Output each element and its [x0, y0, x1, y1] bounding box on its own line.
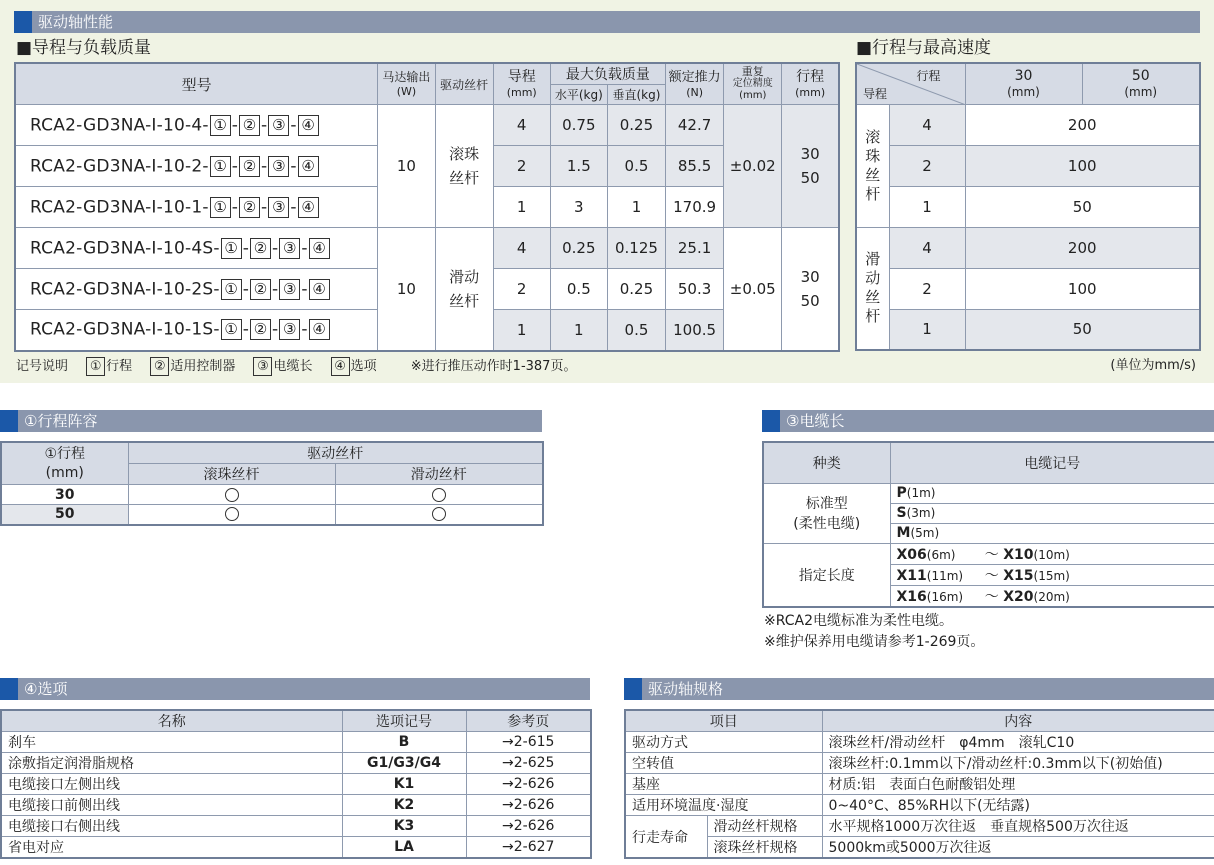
spec-item: 适用环境温度·湿度: [625, 795, 822, 816]
option-code: K3: [342, 816, 466, 837]
legend-text-1: 行程: [106, 359, 133, 374]
header-stroke-label: ①行程: [44, 445, 86, 462]
header-repeat-2: 定位精度: [732, 78, 773, 89]
table-row: [1, 505, 543, 525]
spec-content: 水平规格1000万次往返 垂直规格500万次往返: [822, 816, 1214, 837]
spec-item: 基座: [625, 774, 822, 795]
lead-cell: 4: [889, 104, 965, 145]
speed-cell: 50: [965, 309, 1200, 350]
cable-table: [762, 441, 1214, 608]
label-char: 杆: [865, 307, 881, 326]
option-page: →2-626: [466, 774, 591, 795]
header-lead-label: 导程: [863, 86, 888, 101]
table-row: [15, 228, 839, 269]
header-thrust-label: 额定推力: [668, 69, 721, 85]
section-title: ①行程阵容: [24, 412, 98, 430]
section-title: ④选项: [24, 680, 68, 698]
vertical-cell: 0.5: [607, 146, 665, 187]
horizontal-cell: 0.25: [550, 228, 607, 269]
model-name: RCA2-GD3NA-I-10-4-: [30, 115, 209, 135]
lead-cell: 4: [493, 105, 550, 146]
model-name: RCA2-GD3NA-I-10-4S-: [30, 238, 220, 258]
screw-2: 丝杆: [449, 169, 480, 187]
table-row: [625, 753, 1214, 774]
table-row: [1, 774, 591, 795]
option-name: 涂敷指定润滑脂规格: [1, 753, 342, 774]
header-item: 项目: [625, 710, 822, 732]
table-row: [856, 309, 1200, 350]
thrust-cell: 100.5: [666, 310, 724, 351]
header-code: 选项记号: [342, 710, 466, 732]
stroke-lineup-table: [0, 441, 544, 526]
options-table: [0, 709, 592, 859]
section-header-spec: [624, 678, 1214, 700]
label-char: 动: [865, 269, 881, 288]
travel-life-label: 行走寿命: [625, 816, 707, 859]
option-page: →2-626: [466, 816, 591, 837]
thrust-cell: 50.3: [666, 269, 724, 310]
vertical-cell: 0.125: [607, 228, 665, 269]
header-50-unit: (mm): [1124, 85, 1158, 100]
section-marker: [0, 678, 18, 700]
cable-note-2: ※维护保养用电缆请参考1-269页。: [764, 634, 985, 650]
stroke-cell: [782, 228, 839, 351]
option-code: K1: [342, 774, 466, 795]
table-row: [856, 186, 1200, 227]
table-row: [1, 485, 543, 505]
label-char: 珠: [865, 146, 881, 165]
option-page: →2-627: [466, 837, 591, 859]
header-slide: 滑动丝杆: [335, 464, 543, 485]
stroke-2: 50: [800, 291, 820, 310]
repeat-cell: ±0.02: [724, 105, 782, 228]
lead-cell: 1: [889, 309, 965, 350]
vertical-cell: 0.25: [607, 105, 665, 146]
spec-table: [624, 709, 1214, 859]
option-page: →2-626: [466, 795, 591, 816]
section-marker: [762, 410, 780, 432]
box-2: ②: [239, 156, 260, 177]
option-code: B: [342, 732, 466, 753]
header-screw: 驱动丝杆: [128, 442, 543, 464]
screw-2: 丝杆: [449, 291, 480, 310]
section-title: 驱动轴规格: [648, 680, 724, 698]
label-char: 滚: [865, 127, 881, 146]
section-marker: [0, 410, 18, 432]
header-page: 参考页: [466, 710, 591, 732]
lead-cell: 2: [889, 145, 965, 186]
legend-box-3: ③: [253, 357, 272, 376]
header-repeat-3: (mm): [739, 90, 767, 101]
section-marker: [624, 678, 642, 700]
legend-text-3: 电缆长: [273, 359, 313, 374]
length-to: (15m): [1033, 568, 1070, 583]
section-header-stroke: [0, 410, 542, 432]
box-2: ②: [239, 197, 260, 218]
table-row: [1, 795, 591, 816]
spec-subitem: 滑动丝杆规格: [707, 816, 822, 837]
box-1: ①: [210, 197, 231, 218]
box-3: ③: [268, 197, 289, 218]
specified-length: 指定长度: [763, 543, 890, 607]
thrust-cell: 42.7: [666, 105, 724, 146]
horizontal-cell: 3: [550, 187, 607, 228]
option-code: LA: [342, 837, 466, 859]
spec-content: 5000km或5000万次往返: [822, 837, 1214, 859]
model-cell: RCA2-GD3NA-I-10-4- ① - ② - ③ - ④: [15, 105, 378, 146]
spec-content: 滚珠丝杆:0.1mm以下/滑动丝杆:0.3mm以下(初始值): [822, 753, 1214, 774]
horizontal-cell: 0.5: [550, 269, 607, 310]
stroke-1: 30: [800, 267, 820, 286]
motor-cell: 10: [378, 105, 435, 228]
legend-text-2: 适用控制器: [170, 359, 236, 374]
box-1: ①: [221, 319, 242, 340]
section-header-cable: [762, 410, 1214, 432]
stroke-value: 30: [1, 485, 128, 505]
speed-cell: 50: [965, 186, 1200, 227]
code-from: X11: [896, 567, 927, 584]
length-from: (6m): [926, 547, 956, 562]
stroke-cell: [782, 105, 839, 228]
table-row: [625, 774, 1214, 795]
standard-label: 标准型: [805, 496, 848, 512]
diagonal-header: [856, 63, 965, 104]
header-motor-unit: (W): [396, 85, 417, 98]
header-30-unit: (mm): [1007, 85, 1040, 100]
option-name: 电缆接口前侧出线: [1, 795, 342, 816]
speed-cell: 100: [965, 145, 1200, 186]
section-header-options: [0, 678, 590, 700]
box-3: ③: [268, 115, 289, 136]
box-2: ②: [250, 279, 271, 300]
box-1: ①: [210, 156, 231, 177]
header-stroke: [1, 442, 128, 485]
horizontal-cell: 1: [550, 310, 607, 351]
spec-content: 0~40°C、85%RH以下(无结露): [822, 795, 1214, 816]
box-2: ②: [250, 238, 271, 259]
header-30-value: 30: [1014, 68, 1033, 85]
lead-cell: 1: [889, 186, 965, 227]
label-char: 杆: [865, 184, 881, 203]
header-stroke-unit: (mm): [795, 86, 826, 99]
table-row: [856, 227, 1200, 268]
header-maxload: 最大负载质量: [550, 63, 665, 85]
lead-cell: 1: [493, 187, 550, 228]
box-4: ④: [298, 115, 319, 136]
vertical-cell: 0.5: [607, 310, 665, 351]
header-model: 型号: [15, 63, 378, 105]
slide-available: [335, 505, 543, 525]
table-row: [1, 816, 591, 837]
tilde: ～: [984, 546, 999, 563]
code-to: X20: [1003, 588, 1034, 605]
cable-code: [890, 503, 1214, 523]
length: (5m): [910, 526, 940, 540]
subtitle-stroke-speed: ■行程与最高速度: [856, 38, 992, 58]
header-horizontal: 水平(kg): [550, 85, 607, 105]
vertical-cell: 1: [607, 187, 665, 228]
group-label-ball: [856, 104, 889, 227]
circle-icon: [432, 507, 446, 521]
header-repeat: [724, 63, 782, 105]
model-name: RCA2-GD3NA-I-10-2S-: [30, 279, 220, 299]
model-cell: RCA2-GD3NA-I-10-4S- ① - ② - ③ - ④: [15, 228, 378, 269]
table-row: [625, 795, 1214, 816]
speed-cell: 100: [965, 268, 1200, 309]
subtitle-lead-load: ■导程与负载质量: [16, 38, 152, 58]
standard-sub: (柔性电缆): [793, 516, 861, 532]
tilde: ～: [984, 588, 999, 605]
label-char: 滑: [865, 250, 881, 269]
speed-cell: 200: [965, 104, 1200, 145]
code-from: X06: [896, 546, 927, 563]
lead-cell: 4: [889, 227, 965, 268]
table-row: [625, 732, 1214, 753]
horizontal-cell: 0.75: [550, 105, 607, 146]
speed-cell: 200: [965, 227, 1200, 268]
section-title: ③电缆长: [786, 412, 845, 430]
option-page: →2-625: [466, 753, 591, 774]
screw-cell: [435, 105, 493, 228]
circle-icon: [225, 488, 239, 502]
header-vertical: 垂直(kg): [607, 85, 665, 105]
section-marker: [14, 11, 32, 33]
thrust-cell: 170.9: [666, 187, 724, 228]
cable-note-1: ※RCA2电缆标准为柔性电缆。: [764, 613, 954, 629]
header-stroke-label: 行程: [916, 69, 941, 83]
ball-available: [128, 485, 335, 505]
box-1: ①: [221, 238, 242, 259]
length: (3m): [906, 506, 936, 520]
model-cell: RCA2-GD3NA-I-10-1- ① - ② - ③ - ④: [15, 187, 378, 228]
box-2: ②: [239, 115, 260, 136]
horizontal-cell: 1.5: [550, 146, 607, 187]
box-1: ①: [210, 115, 231, 136]
section-title: 驱动轴性能: [38, 13, 114, 31]
symbol-legend: [16, 357, 576, 377]
option-code: G1/G3/G4: [342, 753, 466, 774]
table-row: [625, 816, 1214, 837]
box-4: ④: [298, 197, 319, 218]
lead-cell: 1: [493, 310, 550, 351]
repeat-cell: ±0.05: [724, 228, 782, 351]
spec-subitem: 滚珠丝杆规格: [707, 837, 822, 859]
header-thrust-unit: (N): [686, 85, 703, 99]
table-row: [1, 732, 591, 753]
option-code: K2: [342, 795, 466, 816]
cable-code: [890, 483, 1214, 503]
thrust-cell: 25.1: [666, 228, 724, 269]
cable-code-range: [890, 585, 1214, 607]
table-row: [15, 105, 839, 146]
cable-code: [890, 523, 1214, 543]
speed-unit-note: (单位为mm/s): [1110, 358, 1196, 373]
model-cell: RCA2-GD3NA-I-10-2- ① - ② - ③ - ④: [15, 146, 378, 187]
spec-item: 驱动方式: [625, 732, 822, 753]
model-name: RCA2-GD3NA-I-10-2-: [30, 156, 209, 176]
slide-available: [335, 485, 543, 505]
legend-box-2: ②: [150, 357, 169, 376]
screw-cell: [435, 228, 493, 351]
table-row: [625, 837, 1214, 859]
stroke-speed-table: [855, 62, 1201, 351]
circle-icon: [432, 488, 446, 502]
code: S: [896, 505, 907, 521]
stroke-1: 30: [800, 145, 820, 163]
header-thrust: [666, 63, 724, 105]
legend-label: 记号说明: [16, 359, 69, 374]
header-type: 种类: [763, 442, 890, 483]
code: M: [896, 525, 911, 541]
ball-available: [128, 505, 335, 525]
table-row: [856, 268, 1200, 309]
spec-content: 材质:铝 表面白色耐酸铝处理: [822, 774, 1214, 795]
header-lead: [493, 63, 550, 105]
legend-note: ※进行推压动作时1-387页。: [410, 359, 577, 374]
model-name: RCA2-GD3NA-I-10-1-: [30, 197, 209, 217]
box-4: ④: [309, 319, 330, 340]
thrust-cell: 85.5: [666, 146, 724, 187]
screw-1: 滚珠: [449, 145, 480, 163]
header-screw: 驱动丝杆: [435, 63, 493, 105]
section-header-performance: [14, 11, 1200, 33]
box-3: ③: [279, 238, 300, 259]
header-stroke-unit: (mm): [45, 464, 84, 481]
cable-code-range: [890, 564, 1214, 585]
table-row: [763, 543, 1214, 564]
standard-type: [763, 483, 890, 543]
lead-cell: 2: [493, 146, 550, 187]
lead-cell: 4: [493, 228, 550, 269]
length-from: (16m): [926, 589, 964, 604]
header-name: 名称: [1, 710, 342, 732]
motor-cell: 10: [378, 228, 435, 351]
header-30: [965, 63, 1082, 104]
lead-load-table: [14, 62, 840, 352]
screw-1: 滑动: [449, 267, 480, 286]
tilde: ～: [984, 567, 999, 584]
code-to: X10: [1003, 546, 1034, 563]
box-2: ②: [250, 319, 271, 340]
header-lead-label: 导程: [507, 69, 536, 85]
header-motor: [378, 63, 435, 105]
model-cell: RCA2-GD3NA-I-10-1S- ① - ② - ③ - ④: [15, 310, 378, 351]
box-4: ④: [309, 279, 330, 300]
header-stroke-label: 行程: [796, 69, 825, 85]
header-50-value: 50: [1131, 68, 1150, 85]
legend-box-4: ④: [331, 357, 350, 376]
cable-code-range: [890, 543, 1214, 564]
table-row: [856, 145, 1200, 186]
code-to: X15: [1003, 567, 1034, 584]
box-3: ③: [279, 319, 300, 340]
spec-content: 滚珠丝杆/滑动丝杆 φ4mm 滚轧C10: [822, 732, 1214, 753]
table-row: [1, 753, 591, 774]
box-3: ③: [279, 279, 300, 300]
box-4: ④: [298, 156, 319, 177]
option-name: 刹车: [1, 732, 342, 753]
group-label-slide: [856, 227, 889, 350]
header-repeat-1: 重复: [741, 65, 764, 78]
vertical-cell: 0.25: [607, 269, 665, 310]
option-name: 电缆接口右侧出线: [1, 816, 342, 837]
header-ball: 滚珠丝杆: [128, 464, 335, 485]
length-to: (20m): [1033, 589, 1070, 604]
option-name: 省电对应: [1, 837, 342, 859]
legend-text-4: 选项: [350, 359, 377, 374]
length-from: (11m): [926, 568, 964, 583]
header-lead-unit: (mm): [506, 86, 537, 99]
length-to: (10m): [1033, 547, 1070, 562]
stroke-value: 50: [1, 505, 128, 525]
lead-cell: 2: [889, 268, 965, 309]
code: P: [896, 485, 907, 501]
legend-box-1: ①: [86, 357, 105, 376]
header-code: 电缆记号: [890, 442, 1214, 483]
model-name: RCA2-GD3NA-I-10-1S-: [30, 319, 220, 340]
label-char: 丝: [865, 165, 881, 184]
spec-item: 空转值: [625, 753, 822, 774]
box-3: ③: [268, 156, 289, 177]
length: (1m): [906, 486, 936, 500]
code-from: X16: [896, 588, 927, 605]
lead-cell: 2: [493, 269, 550, 310]
box-4: ④: [309, 238, 330, 259]
stroke-2: 50: [800, 169, 820, 187]
table-row: [1, 837, 591, 859]
header-content: 内容: [822, 710, 1214, 732]
option-name: 电缆接口左侧出线: [1, 774, 342, 795]
label-char: 丝: [865, 288, 881, 307]
circle-icon: [225, 507, 239, 521]
header-stroke: [782, 63, 839, 105]
table-row: [856, 104, 1200, 145]
table-row: [763, 483, 1214, 503]
model-cell: RCA2-GD3NA-I-10-2S- ① - ② - ③ - ④: [15, 269, 378, 310]
header-50: [1082, 63, 1200, 104]
header-motor-label: 马达输出: [382, 70, 431, 84]
option-page: →2-615: [466, 732, 591, 753]
box-1: ①: [221, 279, 242, 300]
